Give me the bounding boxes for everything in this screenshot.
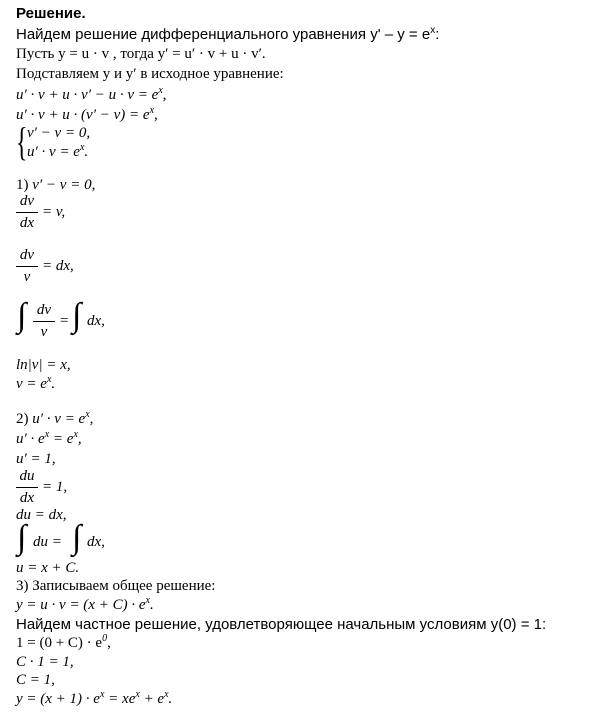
equation-2-text: u′ · v + u · (v′ − v) = e <box>16 107 150 123</box>
system-line-2-text: u′ · v = e <box>27 144 80 160</box>
fraction-bar <box>33 321 55 322</box>
fraction-bar <box>16 266 38 267</box>
intro-line <box>16 27 439 42</box>
v-solution <box>16 374 56 392</box>
system-brace: { <box>16 119 28 164</box>
particular-line-1-exponent: 0 <box>102 633 108 644</box>
general-solution-exponent: x <box>145 595 150 606</box>
particular-solution-exp1: x <box>99 689 105 700</box>
solution-title: Решение. <box>16 5 86 22</box>
equation-1-text: u′ · v + u · v′ − u · v = e <box>16 87 159 103</box>
equation-1-exponent: x <box>158 85 163 96</box>
fraction-dv-v-rest: = dx, <box>42 258 74 274</box>
integral-2-lhs: du = <box>33 534 62 550</box>
step-2-line-c: u′ = 1, <box>16 451 56 467</box>
step-3: 3) Записываем общее решение: <box>16 578 216 594</box>
step-2 <box>16 409 94 427</box>
integral-2-rhs: dx, <box>87 534 105 550</box>
particular-line-3: C = 1, <box>16 672 55 688</box>
particular-line-1 <box>16 633 111 651</box>
system-line-1: v′ − v = 0, <box>27 125 91 141</box>
v-solution-exponent: x <box>46 374 52 385</box>
step-2-line-b-exp2: x <box>73 429 78 440</box>
ln-line: ln|v| = x, <box>16 357 71 373</box>
particular-solution-period: . <box>168 691 173 707</box>
particular-solution-exp3: x <box>164 689 169 700</box>
equation-1-comma: , <box>162 87 167 103</box>
particular-solution-exp2: x <box>135 689 140 700</box>
particular-line-1-text: 1 = (0 + C) · e <box>16 635 103 651</box>
particular-solution-b: = xe <box>104 691 136 707</box>
step-2-line-b <box>16 429 82 447</box>
system-line-2-exponent: x <box>79 142 85 153</box>
fraction-du-dx-rest: = 1, <box>42 479 68 495</box>
fraction-dv-dx-numerator: dv <box>19 193 35 209</box>
step-2-equation: u′ · v = e <box>32 411 86 427</box>
fraction-dv-dx-rest: = v, <box>42 204 66 220</box>
integral-sign: ∫ <box>17 519 27 556</box>
integral-fraction-equals: = <box>59 313 70 329</box>
substitute-text: Подставляем y и y′ в исходное уравнение: <box>16 66 284 82</box>
equation-2-exponent: x <box>149 105 155 116</box>
fraction-du-dx-denominator: dx <box>19 490 35 506</box>
intro-exponent: x <box>430 25 436 36</box>
du-line: du = dx, <box>16 507 67 523</box>
general-solution-text: y = u · v = (x + C) · e <box>16 597 146 613</box>
fraction-dv-dx-denominator: dx <box>19 215 35 231</box>
equation-2 <box>16 105 158 123</box>
step-2-exponent: x <box>85 409 90 420</box>
fraction-bar <box>16 487 38 488</box>
step-2-line-b-exp1: x <box>44 429 50 440</box>
step-2-line-b-text: u′ · e <box>16 431 45 447</box>
system-line-2 <box>27 142 89 160</box>
particular-text: Найдем частное решение, удовлетворяющее начальным условиям y(0) = 1: <box>16 616 547 633</box>
integral-sign: ∫ <box>72 519 82 556</box>
integral-sign: ∫ <box>72 297 82 334</box>
v-solution-text: v = e <box>16 376 47 392</box>
integral-fraction-numerator: dv <box>36 302 52 318</box>
particular-line-1-comma: , <box>107 635 111 651</box>
particular-solution-c: + e <box>139 691 165 707</box>
fraction-bar <box>16 212 38 213</box>
particular-solution <box>16 689 173 707</box>
step-2-line-b-comma: , <box>77 431 82 447</box>
integral-sign: ∫ <box>17 297 27 334</box>
step-2-line-b-mid: = e <box>49 431 74 447</box>
equation-1 <box>16 85 167 103</box>
particular-line-2: C · 1 = 1, <box>16 654 74 670</box>
particular-solution-a: y = (x + 1) · e <box>16 691 100 707</box>
system-line-2-period: . <box>84 144 89 160</box>
step-1 <box>16 178 95 193</box>
substitution-let: Пусть y = u · v , тогда y′ = u′ · v + u · v′. <box>16 46 266 62</box>
step-2-comma: , <box>89 411 94 427</box>
general-solution <box>16 595 154 613</box>
equation-2-comma: , <box>154 107 158 123</box>
integral-rhs: dx, <box>87 313 105 329</box>
step-1-equation: v′ − v = 0, <box>32 177 96 193</box>
fraction-du-dx-numerator: du <box>19 468 35 484</box>
step-2-label: 2) <box>16 411 33 427</box>
fraction-dv-v-denominator: v <box>23 269 31 285</box>
fraction-dv-v-numerator: dv <box>19 247 35 263</box>
intro-colon: : <box>435 26 440 43</box>
u-solution: u = x + C. <box>16 560 80 576</box>
general-solution-period: . <box>149 597 154 613</box>
v-solution-period: . <box>51 376 56 392</box>
intro-text: Найдем решение дифференциального уравнения y' – y = e <box>16 26 431 43</box>
step-1-label: 1) <box>16 177 33 193</box>
integral-fraction-denominator: v <box>40 324 48 340</box>
